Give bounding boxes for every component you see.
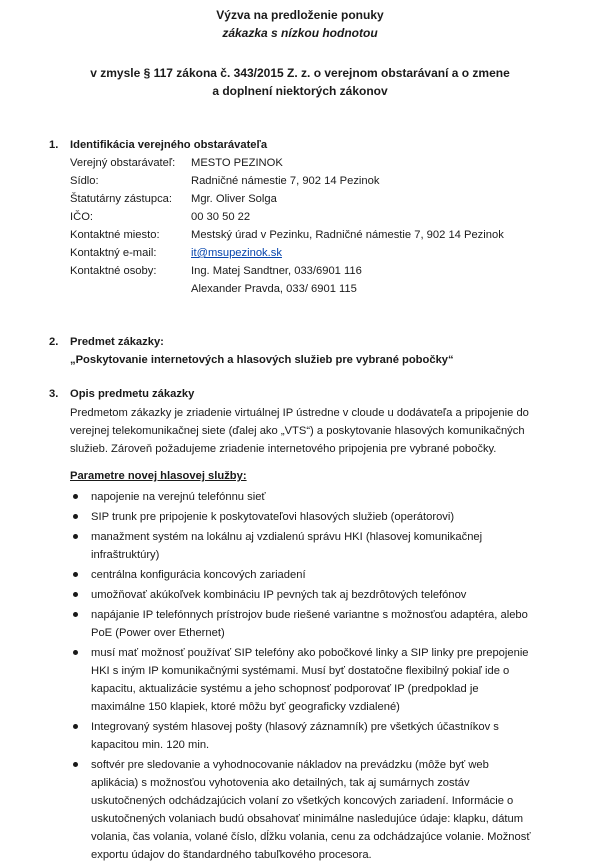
document-subtitle: zákazka s nízkou hodnotou — [222, 26, 378, 40]
contact-person-2: Alexander Pravda, 033/ 6901 115 — [191, 283, 357, 295]
contact-person-1: Ing. Matej Sandtner, 033/6901 116 — [191, 265, 362, 277]
parameters-heading: Parametre novej hlasovej služby: — [70, 470, 247, 482]
bullet-icon — [73, 572, 78, 577]
bullet-icon — [73, 494, 78, 499]
contact-place-value: Mestský úrad v Pezinku, Radničné námestie 7, 902 14 Pezinok — [191, 229, 504, 241]
description-line: služieb. Zároveň požadujeme zriadenie internetového pripojenia pre vybrané pobočky. — [70, 443, 497, 455]
section2-title: Predmet zákazky: — [70, 336, 164, 348]
section1-number: 1. — [49, 139, 59, 151]
bullet-icon — [73, 762, 78, 767]
description-line: verejnej telekomunikačnej siete (ďalej ako „VTS“) a poskytovanie hlasových komunikačných — [70, 425, 525, 437]
section1-title: Identifikácia verejného obstarávateľa — [70, 139, 268, 151]
law-reference-line1: v zmysle § 117 zákona č. 343/2015 Z. z. o verejnom obstarávaní a o zmene — [90, 66, 510, 80]
list-item: SIP trunk pre pripojenie k poskytovateľovi hlasových služieb (operátorovi) — [70, 508, 540, 526]
list-item: manažment systém na lokálnu aj vzdialenú správu HKI (hlasovej komunikačnej infraštruktúry) — [70, 528, 540, 564]
seat-label: Sídlo: — [70, 175, 99, 187]
description-line: Predmetom zákazky je zriadenie virtuálnej IP ústredne v cloude u dodávateľa a pripojenie do — [70, 407, 529, 419]
contracting-authority-label: Verejný obstarávateľ: — [70, 157, 176, 169]
ico-label: IČO: — [70, 211, 93, 223]
bullet-icon — [73, 514, 78, 519]
bullet-icon — [73, 534, 78, 539]
ico-value: 00 30 50 22 — [191, 211, 251, 223]
list-item: napojenie na verejnú telefónnu sieť — [70, 488, 540, 506]
statutory-rep-value: Mgr. Oliver Solga — [191, 193, 277, 205]
bullet-icon — [73, 650, 78, 655]
bullet-icon — [73, 592, 78, 597]
list-item: Integrovaný systém hlasovej pošty (hlasový záznamník) pre všetkých účastníkov s kapacitou min. 120 min. — [70, 718, 540, 754]
parameters-list — [70, 488, 540, 866]
bullet-icon — [73, 612, 78, 617]
list-item: napájanie IP telefónnych prístrojov bude riešené variantne s možnosťou adaptéra, alebo PoE (Power over Ethernet) — [70, 606, 540, 642]
list-item: musí mať možnosť používať SIP telefóny ako pobočkové linky a SIP linky pre prepojenie HKI s iným IP komunikačnými systémami. Musí byť dostatočne flexibilný pokiaľ ide o kapacitu, aktualizácie systému a jeho schopnosť podporovať IP (predpoklad je maximálne 150 klapiek, ktoré môžu byť geograficky vzdialené) — [70, 644, 540, 716]
contracting-authority-value: MESTO PEZINOK — [191, 157, 283, 169]
contact-email-link[interactable]: it@msupezinok.sk — [191, 247, 282, 259]
law-reference-line2: a doplnení niektorých zákonov — [212, 84, 388, 98]
section3-number: 3. — [49, 388, 59, 400]
seat-value: Radničné námestie 7, 902 14 Pezinok — [191, 175, 380, 187]
list-item: softvér pre sledovanie a vyhodnocovanie nákladov na prevádzku (môže byť web aplikácia) s možnosťou vyhotovenia ako detailných, tak aj sumárnych zostáv uskutočnených odchádzajúcich volaní zo všetkých koncových zariadení. Informácie o uskutočnených volaniach budú obsahovať minimálne nasledujúce údaje: klapku, dátum volania, čas volania, volané číslo, dĺžku volania, cenu za odchádzajúce volanie. Možnosť exportu údajov do štandardného tabuľkového procesora. — [70, 756, 540, 864]
description-paragraph — [70, 404, 540, 458]
contract-subject: „Poskytovanie internetových a hlasových služieb pre vybrané pobočky“ — [70, 354, 454, 366]
list-item: centrálna konfigurácia koncových zariadení — [70, 566, 540, 584]
document-title: Výzva na predloženie ponuky — [216, 8, 384, 22]
contact-email-label: Kontaktný e-mail: — [70, 247, 157, 259]
bullet-icon — [73, 724, 78, 729]
contact-place-label: Kontaktné miesto: — [70, 229, 160, 241]
section2-number: 2. — [49, 336, 59, 348]
contact-persons-label: Kontaktné osoby: — [70, 265, 157, 277]
section3-title: Opis predmetu zákazky — [70, 388, 195, 400]
list-item: umožňovať akúkoľvek kombináciu IP pevných tak aj bezdrôtových telefónov — [70, 586, 540, 604]
statutory-rep-label: Štatutárny zástupca: — [70, 193, 172, 205]
